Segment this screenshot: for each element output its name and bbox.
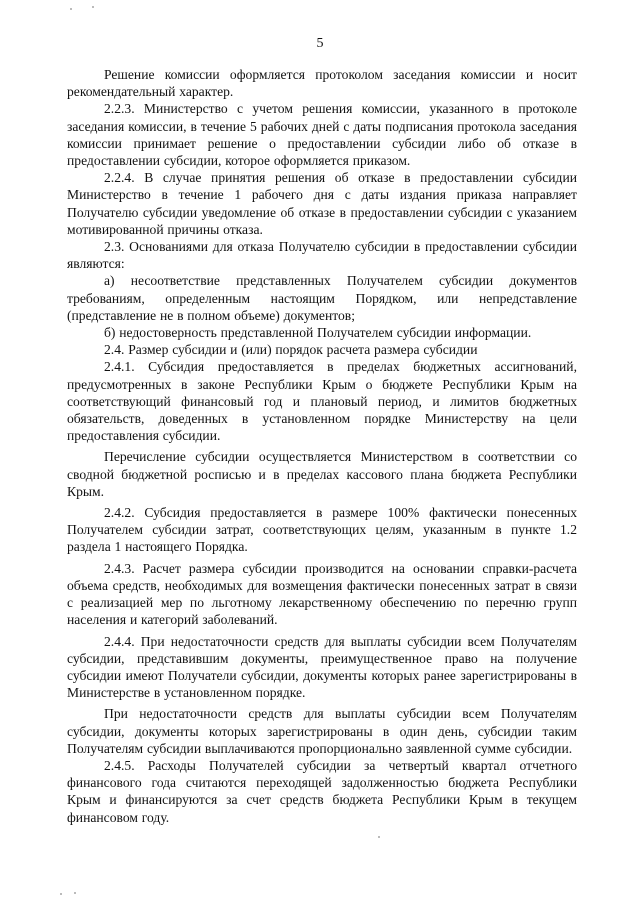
paragraph: При недостаточности средств для выплаты субсидии всем Получателям субсидии, документы которых зарегистрированы в один день, субсидии таким Получателям субсидии выплачиваются пропорционально заявленной сумме субсидии. bbox=[67, 706, 577, 756]
paragraph: а) несоответствие представленных Получателем субсидии документов требованиям, определенным настоящим Порядком, или непредставление (представление не в полном объеме) документов; bbox=[67, 273, 577, 323]
paragraph: 2.3. Основаниями для отказа Получателю субсидии в предоставлении субсидии являются: bbox=[67, 239, 577, 272]
paragraph: б) недостоверность представленной Получателем субсидии информации. bbox=[104, 325, 532, 341]
paragraph: 2.4. Размер субсидии и (или) порядок расчета размера субсидии bbox=[104, 342, 478, 358]
scan-artifact bbox=[70, 8, 72, 10]
paragraph: 2.2.4. В случае принятия решения об отказе в предоставлении субсидии Министерство в течение 1 рабочего дня с даты издания приказа направляет Получателю субсидии уведомление об отказе в предоставлении субсидии с указанием мотивированной причины отказа. bbox=[67, 170, 577, 237]
page-number: 5 bbox=[316, 36, 324, 51]
paragraph: 2.4.4. При недостаточности средств для выплаты субсидии всем Получателям субсидии, представившим документы, преимущественное право на получение субсидии имеют Получатели субсидии, документы которых ранее зарегистрированы в Министерстве в установленном порядке. bbox=[67, 633, 577, 701]
document-body bbox=[67, 66, 577, 826]
paragraph: 2.4.2. Субсидия предоставляется в размере 100% фактически понесенных Получателем субсидии затрат, соответствующих целям, указанным в пункте 1.2 раздела 1 настоящего Порядка. bbox=[67, 505, 577, 555]
paragraph: Решение комиссии оформляется протоколом заседания комиссии и носит рекомендательный характер. bbox=[67, 67, 577, 100]
paragraph: 2.4.3. Расчет размера субсидии производится на основании справки-расчета объема средств, необходимых для возмещения фактически понесенных затрат в связи с реализацией мер по льготному лекарственному обеспечению по перечню групп населения и категорий заболеваний. bbox=[67, 560, 577, 628]
paragraph: 2.4.5. Расходы Получателей субсидии за четвертый квартал отчетного финансового года считаются переходящей задолженностью бюджета Республики Крым и финансируются за счет средств бюджета Республики Крым в текущем финансовом году. bbox=[67, 757, 577, 825]
paragraph: Перечисление субсидии осуществляется Министерством в соответствии со сводной бюджетной росписью и в пределах кассового плана бюджета Республики Крым. bbox=[67, 449, 577, 499]
paragraph: 2.4.1. Субсидия предоставляется в пределах бюджетных ассигнований, предусмотренных в законе Республики Крым о бюджете Республики Крым на соответствующий финансовый год и плановый период, и лимитов бюджетных обязательств, доведенных в установленном порядке Министерству на цели предоставления субсидии. bbox=[67, 359, 577, 444]
paragraph: 2.2.3. Министерство с учетом решения комиссии, указанного в протоколе заседания комиссии, в течение 5 рабочих дней с даты подписания протокола заседания комиссии принимает решение о предоставлении субсидии либо об отказе в предоставлении субсидии, которое оформляется приказом. bbox=[67, 101, 577, 169]
scan-artifact bbox=[378, 836, 380, 838]
scan-artifact bbox=[92, 6, 94, 8]
scan-artifact bbox=[60, 893, 62, 895]
scan-artifact bbox=[74, 892, 76, 894]
